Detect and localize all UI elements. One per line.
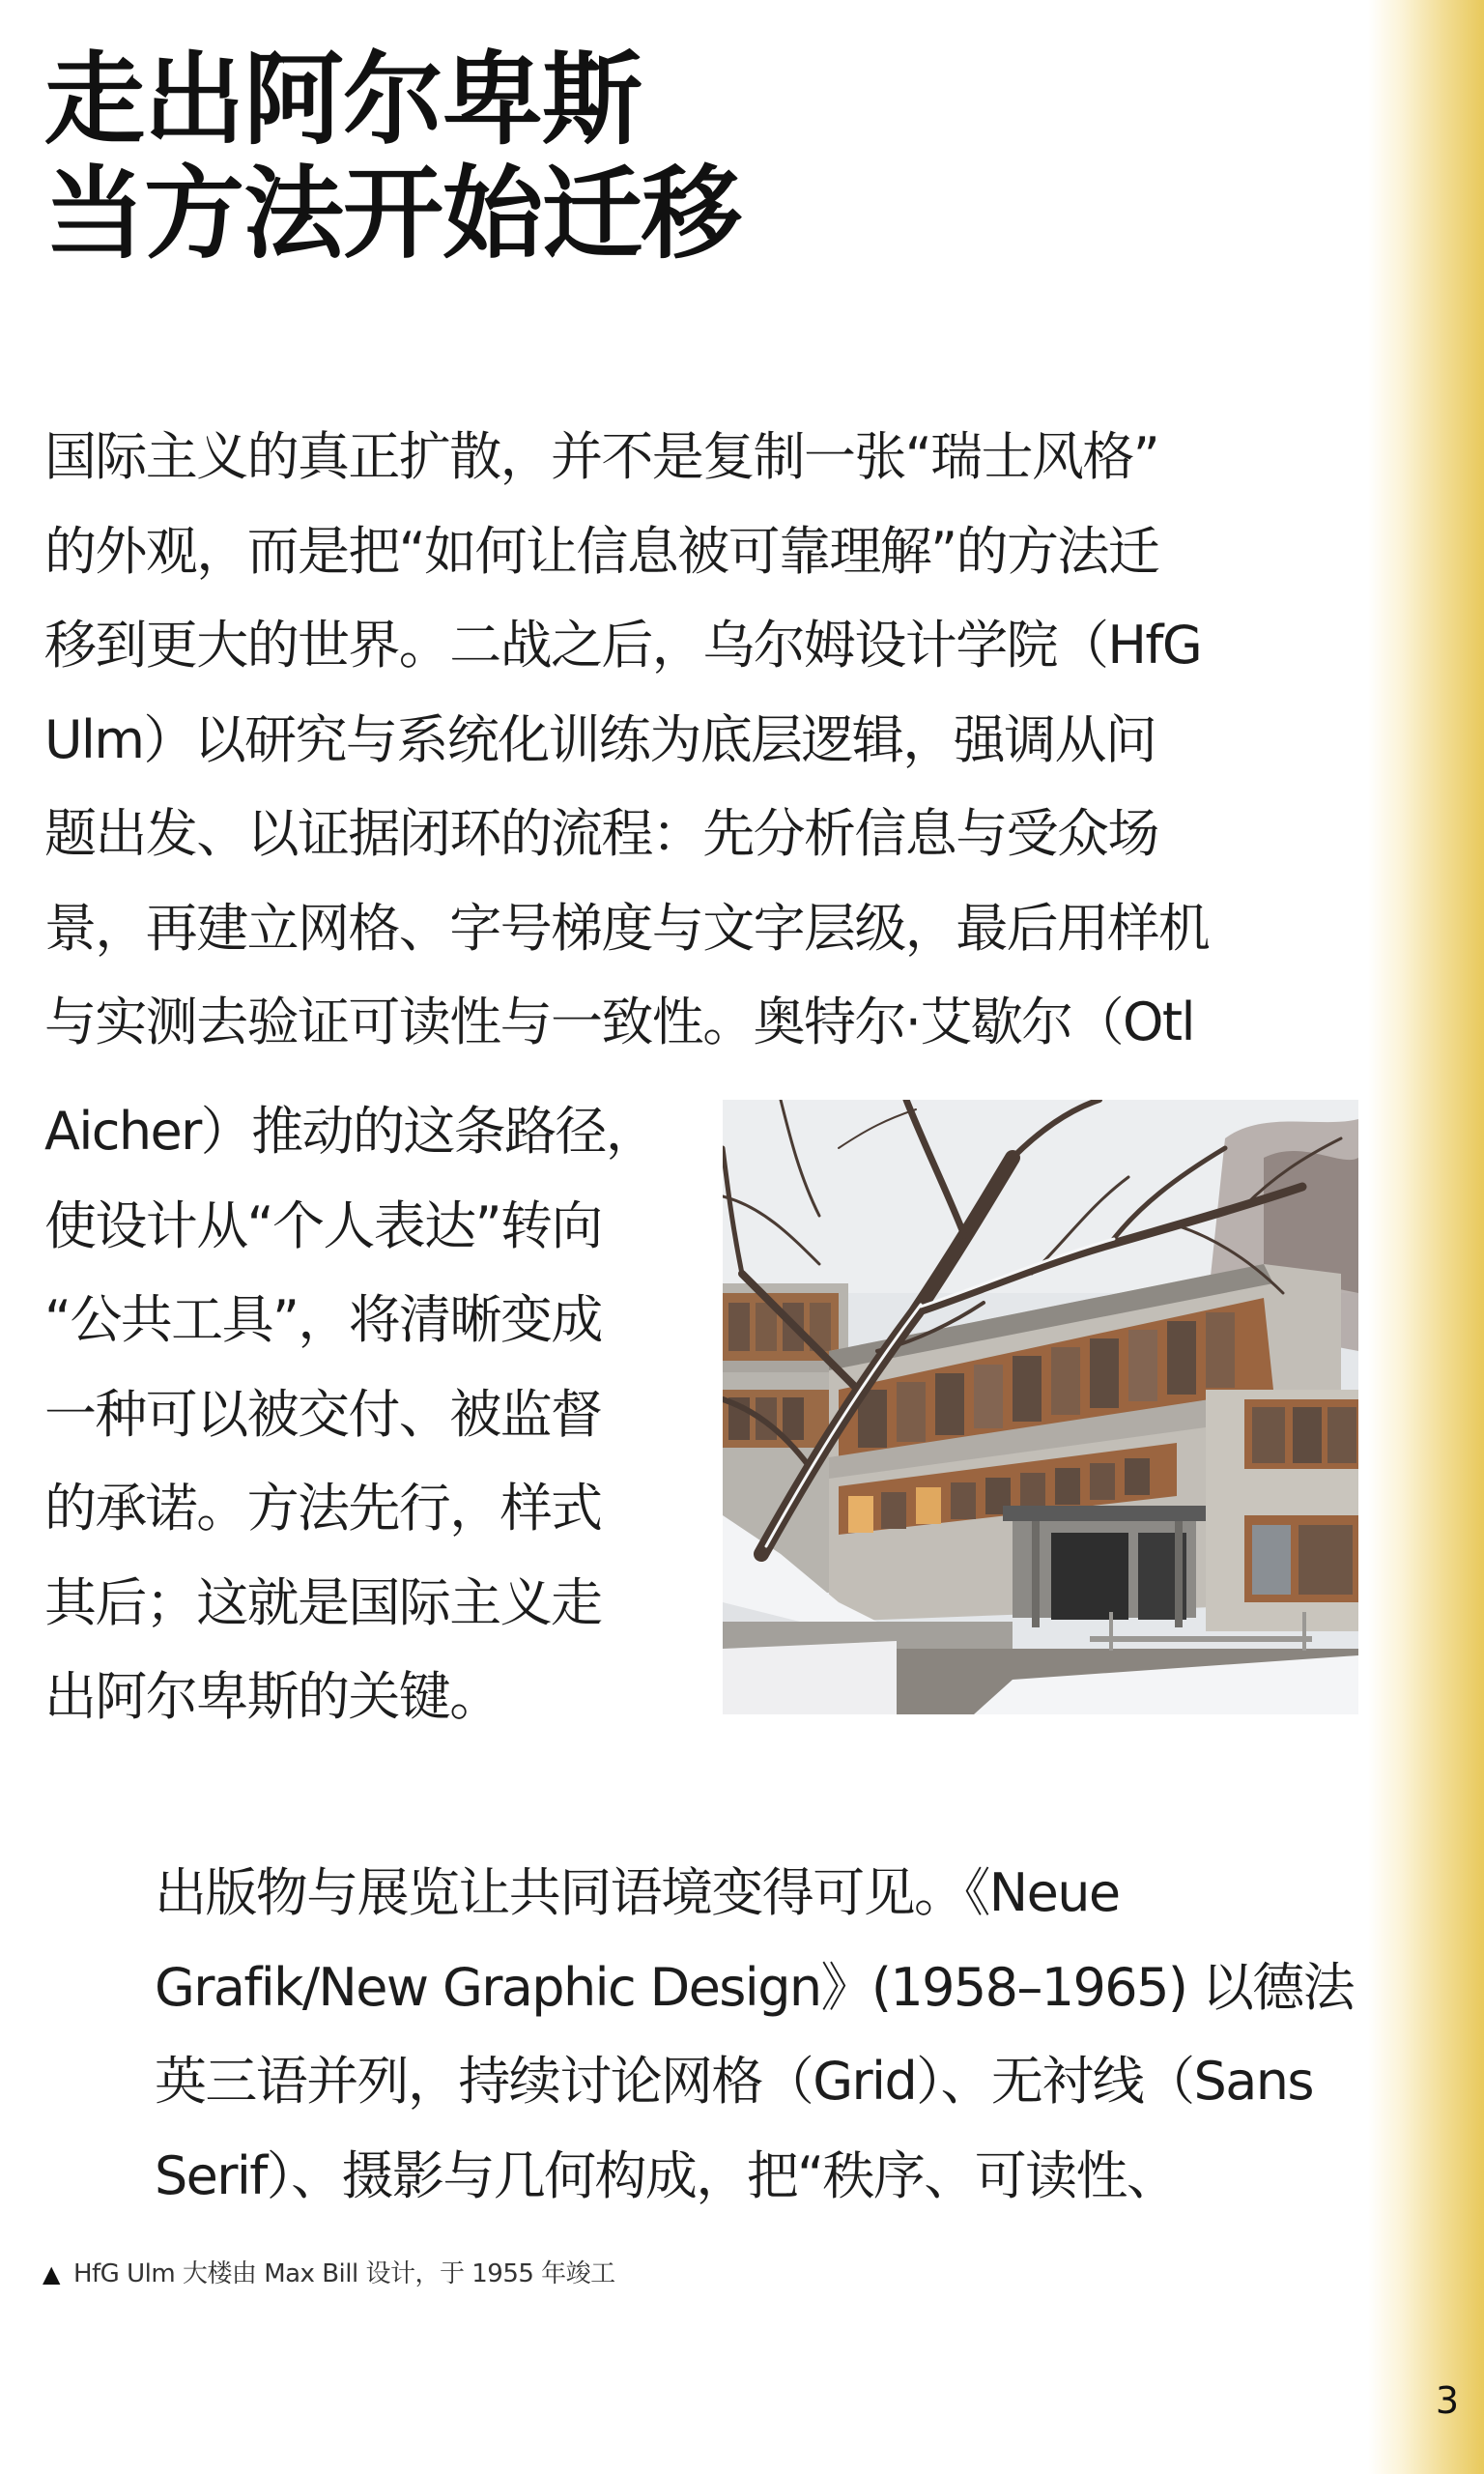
paragraph-line: 英三语并列，持续讨论网格（Grid）、无衬线（Sans — [155, 2051, 1313, 2112]
paragraph-line: 一种可以被交付、被监督 — [44, 1383, 602, 1445]
paragraph-line: Aicher）推动的这条路径， — [44, 1101, 657, 1162]
paragraph-line: 国际主义的真正扩散，并不是复制一张“瑞士风格” — [44, 426, 1159, 487]
gold-gradient-margin — [1368, 0, 1484, 2474]
page-number: 3 — [1435, 2379, 1459, 2422]
paragraph-line: “公共工具”，将清晰变成 — [44, 1289, 602, 1350]
paragraph-line: 其后；这就是国际主义走 — [44, 1571, 602, 1633]
body-paragraph-3 — [155, 1846, 1362, 2223]
paragraph-line: 移到更大的世界。二战之后，乌尔姆设计学院（HfG — [44, 615, 1202, 676]
paragraph-line: Ulm）以研究与系统化训练为底层逻辑，强调从问 — [44, 708, 1156, 770]
title-line-2: 当方法开始迁移 — [44, 155, 742, 273]
page-title — [44, 43, 741, 271]
paragraph-line: 的外观，而是把“如何让信息被可靠理解”的方法迁 — [44, 520, 1159, 582]
paragraph-line: Serif）、摄影与几何构成，把“秩序、可读性、 — [155, 2144, 1178, 2206]
paragraph-line: 使设计从“个人表达”转向 — [44, 1194, 602, 1256]
caption-text: HfG Ulm 大楼由 Max Bill 设计，于 1955 年竣工 — [72, 2259, 615, 2288]
paragraph-line: 出版物与展览让共同语境变得可见。《Neue — [155, 1862, 1120, 1923]
caption-triangle-icon: ▲ — [43, 2260, 60, 2287]
title-line-1: 走出阿尔卑斯 — [44, 41, 642, 158]
body-paragraph-1 — [44, 410, 1358, 1070]
body-paragraph-2 — [44, 1084, 692, 1744]
paragraph-line: 题出发、以证据闭环的流程：先分析信息与受众场 — [44, 803, 1158, 864]
paragraph-line: Grafik/New Graphic Design》(1958–1965) 以德法 — [155, 1956, 1355, 2018]
building-photo — [723, 1100, 1358, 1714]
paragraph-line: 景，再建立网格、字号梯度与文字层级，最后用样机 — [44, 897, 1210, 959]
paragraph-line: 与实测去验证可读性与一致性。奥特尔·艾歇尔（Otl — [44, 992, 1194, 1052]
paragraph-line: 出阿尔卑斯的关键。 — [44, 1666, 500, 1727]
paragraph-line: 的承诺。方法先行，样式 — [44, 1478, 602, 1539]
photo-caption — [43, 2254, 615, 2289]
